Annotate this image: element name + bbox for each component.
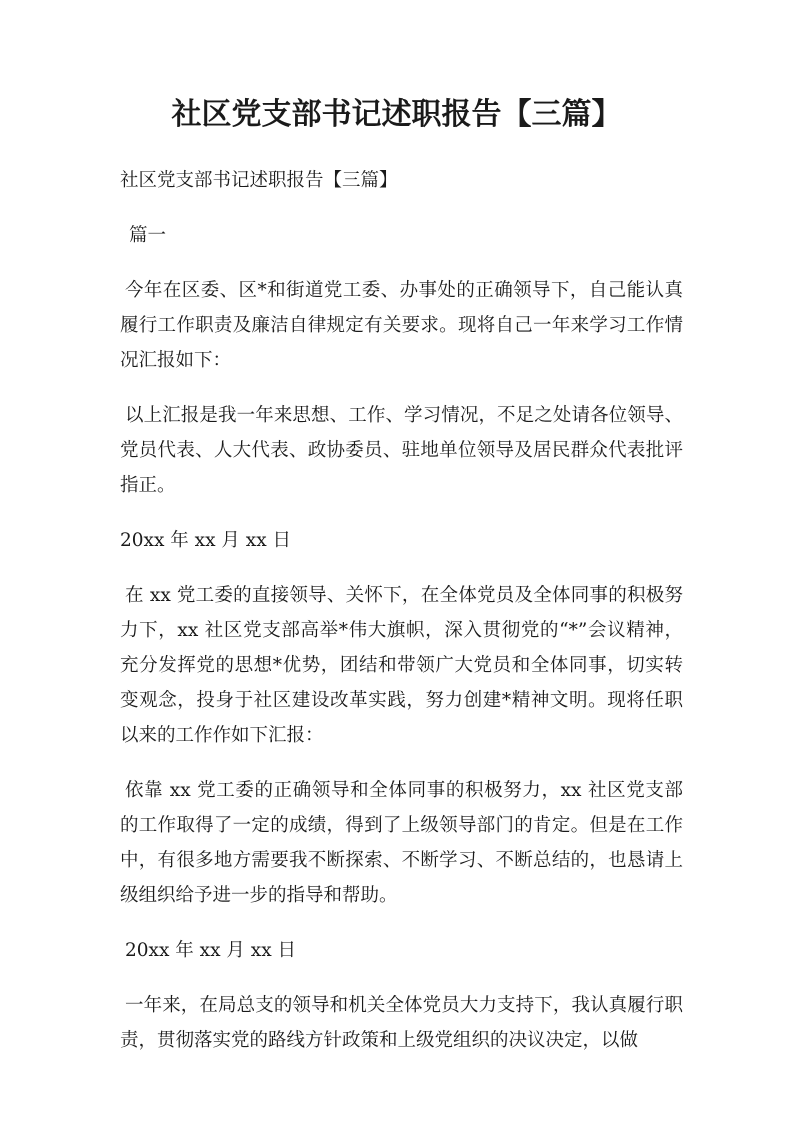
document-title: 社区党支部书记述职报告【三篇】	[171, 97, 622, 132]
date-line: 20xx 年 xx 月 xx 日	[120, 530, 292, 551]
date-line: 20xx 年 xx 月 xx 日	[125, 940, 297, 961]
paragraph-closing: 以上汇报是我一年来思想、工作、学习情况，不足之处请各位领导、党员代表、人大代表、政协委员、驻地单位领导及居民群众代表批评指正。	[120, 405, 683, 496]
section-label: 篇一	[129, 225, 167, 246]
document-subtitle: 社区党支部书记述职报告【三篇】	[120, 170, 398, 191]
paragraph-work-report: 在 xx 党工委的直接领导、关怀下，在全体党员及全体同事的积极努力下，xx 社区党支部高举*伟大旗帜，深入贯彻党的“*”会议精神，充分发挥党的思想*优势，团结和带领广大党员和全体同事，切实转变观念，投身于社区建设改革实践，努力创建*精神文明。现将任职以来的工作作如下汇报：	[120, 585, 683, 746]
document-body	[120, 163, 683, 1078]
paragraph-achievements: 依靠 xx 党工委的正确领导和全体同事的积极努力，xx 社区党支部的工作取得了一定的成绩，得到了上级领导部门的肯定。但是在工作中，有很多地方需要我不断探索、不断学习、不断总结的，也恳请上级组织给予进一步的指导和帮助。	[120, 780, 683, 906]
paragraph-year-summary: 一年来，在局总支的领导和机关全体党员大力支持下，我认真履行职责，贯彻落实党的路线方针政策和上级党组织的决议决定，以做	[120, 995, 683, 1051]
paragraph-intro: 今年在区委、区*和街道党工委、办事处的正确领导下，自己能认真履行工作职责及廉洁自律规定有关要求。现将自己一年来学习工作情况汇报如下：	[120, 280, 683, 371]
